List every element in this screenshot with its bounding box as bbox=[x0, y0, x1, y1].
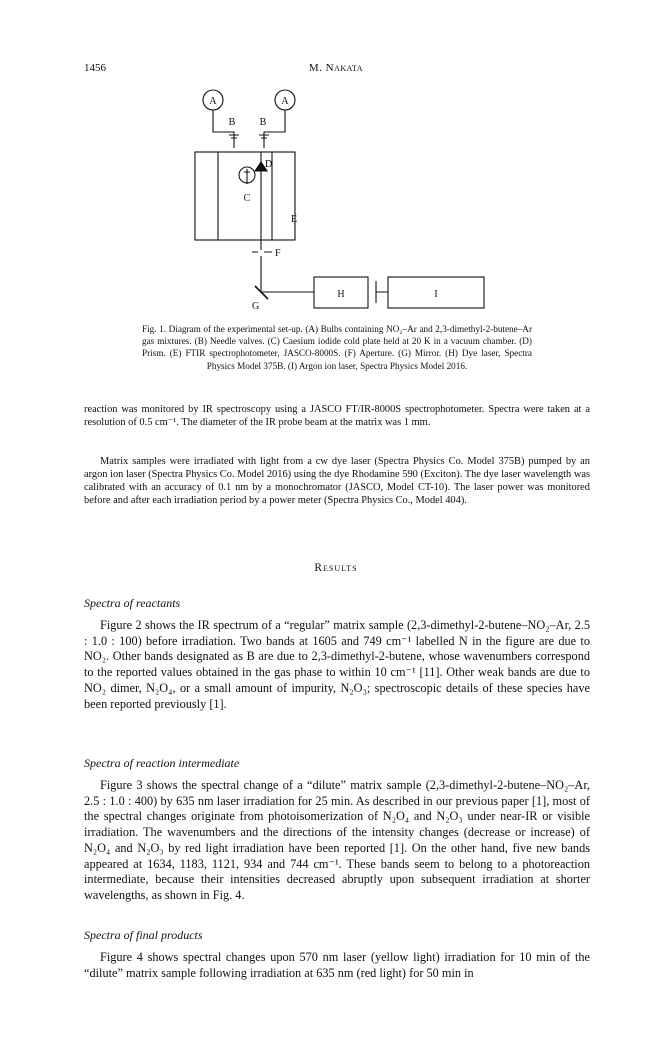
laser-coupling bbox=[376, 281, 388, 303]
gas-line-left bbox=[213, 110, 234, 148]
paragraph-reactants: Figure 2 shows the IR spectrum of a “regular” matrix sample (2,3-dimethyl-2-butene–NO₂–Ar, 2.5 : 1.0 : 100) before irradiation. Two bands at 1605 and 749 cm⁻¹ labelled N in the figure are due to NO₂. Other bands designated as B are due to 2,3-dimethyl-2-butene, whose wavenumbers correspond to the reported values obtained in the gas phase to within 10 cm⁻¹ [11]. Other weak bands are due to NO₂ dimer, N₂O₄, or a small amount of impurity, N₂O₃; spectroscopic details of these species have been reported previously [1]. bbox=[84, 618, 590, 711]
label-h: H bbox=[337, 289, 345, 300]
label-d: D bbox=[265, 159, 273, 170]
label-a-right: A bbox=[281, 96, 289, 107]
page-number: 1456 bbox=[84, 62, 106, 74]
section-heading-results: Results bbox=[314, 562, 358, 574]
running-author: M. Nakata bbox=[308, 62, 364, 74]
label-c: C bbox=[243, 193, 251, 204]
label-a-left: A bbox=[209, 96, 217, 107]
label-b-right: B bbox=[259, 117, 267, 128]
paragraph-laser-irradiation: Matrix samples were irradiated with light from a cw dye laser (Spectra Physics Co. Model 375B) pumped by an argon ion laser (Spectra Physics Co. Model 2016) using the dye Rhodamine 590 (Exciton). The dye laser wavelength was calibrated with an accuracy of 0.1 nm by a monochromator (JASCO, Model CT-10). The laser power was monitored before and after each irradiation period by a power meter (Spectra Physics Co., Model 404). bbox=[84, 456, 590, 506]
paragraph-ir-monitoring: reaction was monitored by IR spectroscopy using a JASCO FT/IR-8000S spectrophotometer. Spectra were taken at a resolution of 0.5 cm⁻¹. The diameter of the IR probe beam at the matrix was 1 mm. bbox=[84, 404, 590, 428]
label-e: E bbox=[291, 214, 298, 225]
label-b-left: B bbox=[228, 117, 236, 128]
experimental-setup-diagram bbox=[0, 80, 672, 320]
label-f: F bbox=[275, 248, 281, 259]
figure-caption: Fig. 1. Diagram of the experimental set-up. (A) Bulbs containing NO₂–Ar and 2,3-dimethyl-2-butene–Ar gas mixtures. (B) Needle valves. (C) Caesium iodide cold plate held at 20 K in a vacuum chamber. (D) Prism. (E) FTIR spectrophotometer, JASCO-8000S. (F) Aperture. (G) Mirror. (H) Dye laser, Spectra Physics Model 375B. (I) Argon ion laser, Spectra Physics Model 2016. bbox=[142, 324, 532, 371]
label-g: G bbox=[252, 301, 260, 312]
label-i: I bbox=[434, 289, 438, 300]
subheading-intermediate: Spectra of reaction intermediate bbox=[84, 756, 240, 770]
subheading-final-products: Spectra of final products bbox=[84, 928, 203, 942]
paragraph-final-products: Figure 4 shows spectral changes upon 570 nm laser (yellow light) irradiation for 10 min of the “dilute” matrix sample following irradiation at 635 nm (red light) for 50 min in bbox=[84, 950, 590, 980]
gas-line-right bbox=[264, 110, 285, 148]
paragraph-intermediate: Figure 3 shows the spectral change of a “dilute” matrix sample (2,3-dimethyl-2-butene–NO₂–Ar, 2.5 : 1.0 : 400) by 635 nm laser irradiation for 25 min. As described in our previous paper [1], most of the spectral changes originate from photoisomerization of N₂O₄ and N₂O₃ under near-IR or visible irradiation. The wavenumbers and the directions of the intensity changes (decrease or increase) of N₂O₄ and N₂O₃ by red light irradiation have been reported [1]. On the other hand, five new bands appeared at 1634, 1183, 1121, 934 and 744 cm⁻¹. These bands seem to belong to a photoreaction intermediate, because their intensities decreased abruptly upon subsequent irradiation at shorter wavelengths, as shown in Fig. 4. bbox=[84, 778, 590, 902]
subheading-reactants: Spectra of reactants bbox=[84, 596, 181, 610]
cold-plate-holder bbox=[244, 169, 250, 184]
